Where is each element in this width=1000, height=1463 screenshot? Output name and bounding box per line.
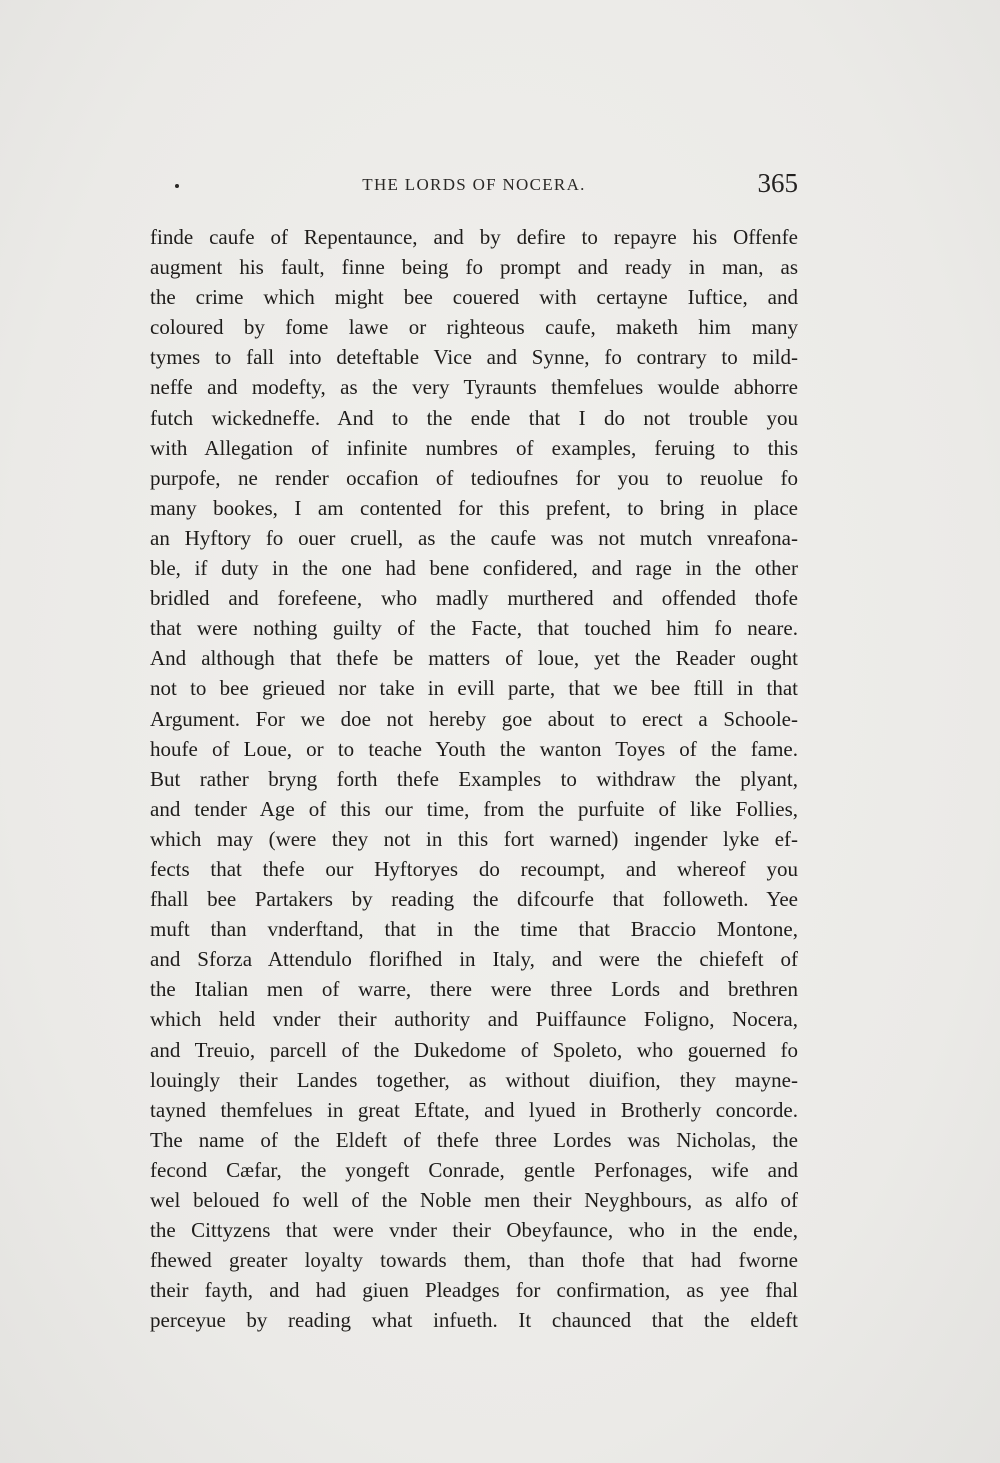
text-line: the Italian men of warre, there were three Lords and brethren [150,977,798,1002]
text-line: tymes to fall into deteftable Vice and Synne, fo contrary to mild- [150,345,798,370]
text-line: with Allegation of infinite numbres of examples, feruing to this [150,435,798,460]
text-line: Argument. For we doe not hereby goe about to erect a Schoole- [150,706,798,731]
text-line: fhall bee Partakers by reading the difcourfe that followeth. Yee [150,887,798,912]
running-title: THE LORDS OF NOCERA. [362,175,586,194]
body-text [150,222,798,1335]
text-line: which held vnder their authority and Puiffaunce Foligno, Nocera, [150,1007,798,1032]
text-line: the crime which might bee couered with certayne Iuftice, and [150,285,798,310]
text-line: that were nothing guilty of the Facte, that touched him fo neare. [150,616,798,641]
text-line: which may (were they not in this fort warned) ingender lyke ef- [150,826,798,851]
text-line: fects that thefe our Hyftoryes do recoumpt, and whereof you [150,856,798,881]
text-line: But rather bryng forth thefe Examples to withdraw the plyant, [150,766,798,791]
text-line: their fayth, and had giuen Pleadges for confirmation, as yee fhal [150,1278,798,1303]
page-number: 365 [757,168,798,198]
text-line: houfe of Loue, or to teache Youth the wanton Toyes of the fame. [150,736,798,761]
text-line: perceyue by reading what infueth. It chaunced that the eldeft [150,1308,798,1333]
text-line: augment his fault, finne being fo prompt and ready in man, as [150,255,798,280]
text-line: muft than vnderftand, that in the time that Braccio Montone, [150,917,798,942]
text-line: and Treuio, parcell of the Dukedome of Spoleto, who gouerned fo [150,1037,798,1062]
text-line: and tender Age of this our time, from the purfuite of like Follies, [150,796,798,821]
text-line: and Sforza Attendulo florifhed in Italy, and were the chiefeft of [150,947,798,972]
text-line: futch wickedneffe. And to the ende that I do not trouble you [150,405,798,430]
text-line: neffe and modefty, as the very Tyraunts themfelues woulde abhorre [150,375,798,400]
text-line: fhewed greater loyalty towards them, than thofe that had fworne [150,1248,798,1273]
text-line: wel beloued fo well of the Noble men their Neyghbours, as alfo of [150,1188,798,1212]
text-line: louingly their Landes together, as without diuifion, they mayne- [150,1067,798,1092]
text-line: finde caufe of Repentaunce, and by defire to repayre his Offenfe [150,225,798,249]
text-line: an Hyftory fo ouer cruell, as the caufe was not mutch vnreafona- [150,525,798,550]
text-line: the Cittyzens that were vnder their Obeyfaunce, who in the ende, [150,1218,798,1243]
text-line: purpofe, ne render occafion of tedioufnes for you to reuolue fo [150,465,798,490]
page-header [150,168,798,204]
text-line: The name of the Eldeft of thefe three Lordes was Nicholas, the [150,1127,798,1152]
text-line: And although that thefe be matters of loue, yet the Reader ought [150,646,798,671]
text-line: ble, if duty in the one had bene confidered, and rage in the other [150,556,798,581]
text-line: bridled and forefeene, who madly murthered and offended thofe [150,586,798,611]
text-line: coloured by fome lawe or righteous caufe, maketh him many [150,315,798,340]
text-line: many bookes, I am contented for this prefent, to bring in place [150,495,798,520]
text-line: tayned themfelues in great Eftate, and lyued in Brotherly concorde. [150,1097,798,1122]
text-line: not to bee grieued nor take in evill parte, that we bee ftill in that [150,676,798,701]
text-line: fecond Cæfar, the yongeft Conrade, gentle Perfonages, wife and [150,1157,798,1182]
